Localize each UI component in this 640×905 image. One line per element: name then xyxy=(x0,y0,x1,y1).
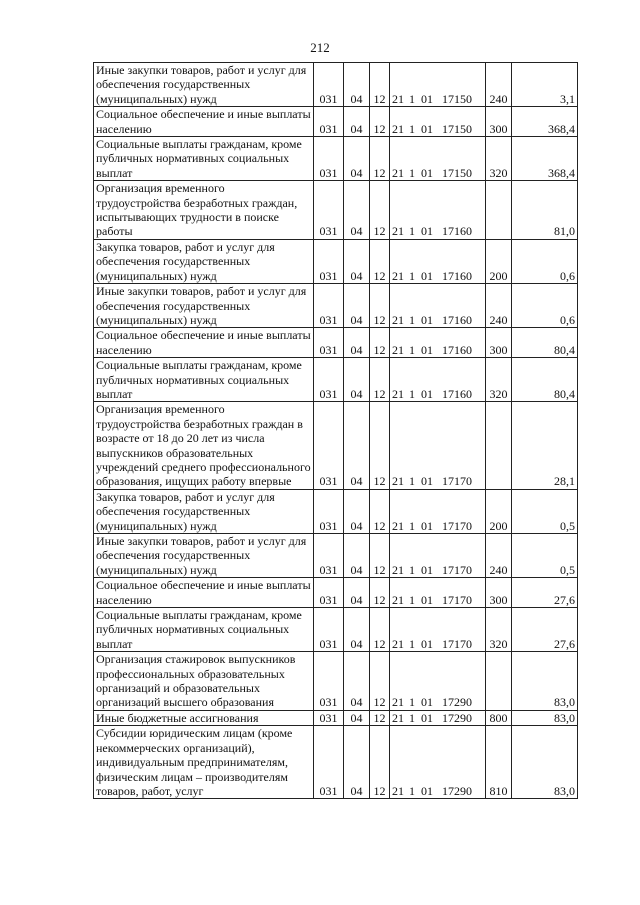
target-article-code xyxy=(390,239,486,283)
main-event-code: 01 xyxy=(421,592,433,607)
ministry-code: 031 xyxy=(314,358,344,402)
section-code: 04 xyxy=(344,534,370,578)
table-row xyxy=(94,578,578,608)
section-code: 04 xyxy=(344,578,370,608)
subsection-code: 12 xyxy=(370,652,390,711)
subprogram-code: 1 xyxy=(409,342,415,357)
table-row xyxy=(94,358,578,402)
subsection-code: 12 xyxy=(370,358,390,402)
section-code: 04 xyxy=(344,726,370,799)
table-row xyxy=(94,137,578,181)
expense-type-code: 240 xyxy=(486,63,512,107)
amount-value: 83,0 xyxy=(512,710,578,725)
row-description: Закупка товаров, работ и услуг для обеспечения государственных (муниципальных) нужд xyxy=(94,239,314,283)
amount-value: 80,4 xyxy=(512,328,578,358)
expense-type-code xyxy=(486,652,512,711)
amount-value: 83,0 xyxy=(512,652,578,711)
section-code: 04 xyxy=(344,107,370,137)
table-row xyxy=(94,181,578,240)
table-row xyxy=(94,239,578,283)
subprogram-code: 1 xyxy=(409,562,415,577)
subsection-code: 12 xyxy=(370,107,390,137)
main-event-code: 01 xyxy=(421,91,433,106)
target-article-code xyxy=(390,402,486,489)
target-article-code xyxy=(390,534,486,578)
program-code: 21 xyxy=(392,474,404,489)
program-code: 21 xyxy=(392,710,404,725)
direction-code: 17160 xyxy=(442,268,472,283)
main-event-code: 01 xyxy=(421,518,433,533)
section-code: 04 xyxy=(344,181,370,240)
amount-value: 0,5 xyxy=(512,489,578,533)
ministry-code: 031 xyxy=(314,402,344,489)
subsection-code: 12 xyxy=(370,534,390,578)
target-article-code xyxy=(390,328,486,358)
section-code: 04 xyxy=(344,239,370,283)
program-code: 21 xyxy=(392,224,404,239)
program-code: 21 xyxy=(392,91,404,106)
row-description: Социальное обеспечение и иные выплаты населению xyxy=(94,328,314,358)
target-article-code xyxy=(390,608,486,652)
program-code: 21 xyxy=(392,695,404,710)
main-event-code: 01 xyxy=(421,474,433,489)
direction-code: 17160 xyxy=(442,342,472,357)
expense-type-code: 240 xyxy=(486,534,512,578)
ministry-code: 031 xyxy=(314,137,344,181)
subprogram-code: 1 xyxy=(409,695,415,710)
main-event-code: 01 xyxy=(421,695,433,710)
ministry-code: 031 xyxy=(314,489,344,533)
row-description: Иные закупки товаров, работ и услуг для обеспечения государственных (муниципальных) нужд xyxy=(94,534,314,578)
amount-value: 83,0 xyxy=(512,726,578,799)
section-code: 04 xyxy=(344,328,370,358)
budget-table xyxy=(93,62,578,799)
subsection-code: 12 xyxy=(370,608,390,652)
expense-type-code: 240 xyxy=(486,284,512,328)
target-article-code xyxy=(390,578,486,608)
target-article-code xyxy=(390,726,486,799)
target-article-code xyxy=(390,284,486,328)
subsection-code: 12 xyxy=(370,63,390,107)
amount-value: 80,4 xyxy=(512,358,578,402)
subsection-code: 12 xyxy=(370,402,390,489)
table-row xyxy=(94,328,578,358)
amount-value: 368,4 xyxy=(512,107,578,137)
subprogram-code: 1 xyxy=(409,636,415,651)
expense-type-code: 320 xyxy=(486,358,512,402)
direction-code: 17150 xyxy=(442,121,472,136)
direction-code: 17160 xyxy=(442,224,472,239)
table-body xyxy=(94,63,578,799)
main-event-code: 01 xyxy=(421,165,433,180)
row-description: Организация стажировок выпускников профессиональных образовательных организаций и образовательных организаций высшего образования xyxy=(94,652,314,711)
table-row xyxy=(94,534,578,578)
row-description: Иные закупки товаров, работ и услуг для обеспечения государственных (муниципальных) нужд xyxy=(94,284,314,328)
ministry-code: 031 xyxy=(314,239,344,283)
program-code: 21 xyxy=(392,386,404,401)
amount-value: 28,1 xyxy=(512,402,578,489)
table-row xyxy=(94,402,578,489)
section-code: 04 xyxy=(344,358,370,402)
main-event-code: 01 xyxy=(421,386,433,401)
main-event-code: 01 xyxy=(421,224,433,239)
program-code: 21 xyxy=(392,312,404,327)
direction-code: 17150 xyxy=(442,91,472,106)
subsection-code: 12 xyxy=(370,239,390,283)
row-description: Закупка товаров, работ и услуг для обеспечения государственных (муниципальных) нужд xyxy=(94,489,314,533)
amount-value: 3,1 xyxy=(512,63,578,107)
subprogram-code: 1 xyxy=(409,474,415,489)
table-row xyxy=(94,652,578,711)
direction-code: 17290 xyxy=(442,783,472,798)
target-article-code xyxy=(390,652,486,711)
subprogram-code: 1 xyxy=(409,518,415,533)
expense-type-code: 200 xyxy=(486,239,512,283)
program-code: 21 xyxy=(392,268,404,283)
amount-value: 368,4 xyxy=(512,137,578,181)
row-description: Иные бюджетные ассигнования xyxy=(94,710,314,725)
program-code: 21 xyxy=(392,783,404,798)
ministry-code: 031 xyxy=(314,578,344,608)
subprogram-code: 1 xyxy=(409,710,415,725)
target-article-code xyxy=(390,358,486,402)
subprogram-code: 1 xyxy=(409,165,415,180)
row-description: Организация временного трудоустройства безработных граждан, испытывающих трудности в поиске работы xyxy=(94,181,314,240)
main-event-code: 01 xyxy=(421,562,433,577)
subsection-code: 12 xyxy=(370,328,390,358)
subsection-code: 12 xyxy=(370,137,390,181)
subprogram-code: 1 xyxy=(409,386,415,401)
direction-code: 17290 xyxy=(442,695,472,710)
main-event-code: 01 xyxy=(421,636,433,651)
target-article-code xyxy=(390,63,486,107)
target-article-code xyxy=(390,181,486,240)
target-article-code xyxy=(390,489,486,533)
program-code: 21 xyxy=(392,636,404,651)
ministry-code: 031 xyxy=(314,63,344,107)
ministry-code: 031 xyxy=(314,710,344,725)
ministry-code: 031 xyxy=(314,534,344,578)
target-article-code xyxy=(390,107,486,137)
subprogram-code: 1 xyxy=(409,312,415,327)
section-code: 04 xyxy=(344,63,370,107)
subprogram-code: 1 xyxy=(409,268,415,283)
subprogram-code: 1 xyxy=(409,121,415,136)
section-code: 04 xyxy=(344,137,370,181)
expense-type-code: 200 xyxy=(486,489,512,533)
main-event-code: 01 xyxy=(421,783,433,798)
expense-type-code: 300 xyxy=(486,107,512,137)
amount-value: 81,0 xyxy=(512,181,578,240)
target-article-code xyxy=(390,710,486,725)
subprogram-code: 1 xyxy=(409,91,415,106)
section-code: 04 xyxy=(344,284,370,328)
direction-code: 17160 xyxy=(442,312,472,327)
program-code: 21 xyxy=(392,342,404,357)
program-code: 21 xyxy=(392,592,404,607)
direction-code: 17160 xyxy=(442,386,472,401)
direction-code: 17170 xyxy=(442,636,472,651)
section-code: 04 xyxy=(344,608,370,652)
subsection-code: 12 xyxy=(370,726,390,799)
amount-value: 27,6 xyxy=(512,608,578,652)
subprogram-code: 1 xyxy=(409,224,415,239)
direction-code: 17170 xyxy=(442,592,472,607)
row-description: Иные закупки товаров, работ и услуг для обеспечения государственных (муниципальных) нужд xyxy=(94,63,314,107)
expense-type-code: 800 xyxy=(486,710,512,725)
table-row xyxy=(94,726,578,799)
amount-value: 0,6 xyxy=(512,239,578,283)
program-code: 21 xyxy=(392,518,404,533)
subsection-code: 12 xyxy=(370,578,390,608)
subsection-code: 12 xyxy=(370,284,390,328)
expense-type-code: 300 xyxy=(486,578,512,608)
program-code: 21 xyxy=(392,121,404,136)
subprogram-code: 1 xyxy=(409,592,415,607)
subsection-code: 12 xyxy=(370,710,390,725)
ministry-code: 031 xyxy=(314,107,344,137)
row-description: Организация временного трудоустройства безработных граждан в возрасте от 18 до 20 лет из числа выпускников образовательных учреждений среднего профессионального образования, ищущих работу впервые xyxy=(94,402,314,489)
table-row xyxy=(94,63,578,107)
direction-code: 17170 xyxy=(442,474,472,489)
expense-type-code: 320 xyxy=(486,608,512,652)
amount-value: 0,6 xyxy=(512,284,578,328)
page-number: 212 xyxy=(310,40,330,55)
main-event-code: 01 xyxy=(421,268,433,283)
ministry-code: 031 xyxy=(314,608,344,652)
section-code: 04 xyxy=(344,710,370,725)
row-description: Социальное обеспечение и иные выплаты населению xyxy=(94,578,314,608)
table-row xyxy=(94,489,578,533)
program-code: 21 xyxy=(392,165,404,180)
section-code: 04 xyxy=(344,402,370,489)
section-code: 04 xyxy=(344,652,370,711)
amount-value: 0,5 xyxy=(512,534,578,578)
direction-code: 17150 xyxy=(442,165,472,180)
main-event-code: 01 xyxy=(421,710,433,725)
subsection-code: 12 xyxy=(370,489,390,533)
ministry-code: 031 xyxy=(314,652,344,711)
ministry-code: 031 xyxy=(314,726,344,799)
row-description: Субсидии юридическим лицам (кроме некоммерческих организаций), индивидуальным предпринимателям, физическим лицам – производителям товаров, работ, услуг xyxy=(94,726,314,799)
row-description: Социальные выплаты гражданам, кроме публичных нормативных социальных выплат xyxy=(94,358,314,402)
row-description: Социальные выплаты гражданам, кроме публичных нормативных социальных выплат xyxy=(94,608,314,652)
main-event-code: 01 xyxy=(421,342,433,357)
direction-code: 17170 xyxy=(442,518,472,533)
ministry-code: 031 xyxy=(314,181,344,240)
program-code: 21 xyxy=(392,562,404,577)
ministry-code: 031 xyxy=(314,328,344,358)
table-row xyxy=(94,608,578,652)
direction-code: 17170 xyxy=(442,562,472,577)
target-article-code xyxy=(390,137,486,181)
expense-type-code: 320 xyxy=(486,137,512,181)
direction-code: 17290 xyxy=(442,710,472,725)
amount-value: 27,6 xyxy=(512,578,578,608)
main-event-code: 01 xyxy=(421,121,433,136)
ministry-code: 031 xyxy=(314,284,344,328)
subsection-code: 12 xyxy=(370,181,390,240)
expense-type-code xyxy=(486,181,512,240)
row-description: Социальное обеспечение и иные выплаты населению xyxy=(94,107,314,137)
row-description: Социальные выплаты гражданам, кроме публичных нормативных социальных выплат xyxy=(94,137,314,181)
table-row xyxy=(94,710,578,725)
subprogram-code: 1 xyxy=(409,783,415,798)
expense-type-code: 810 xyxy=(486,726,512,799)
expense-type-code: 300 xyxy=(486,328,512,358)
expense-type-code xyxy=(486,402,512,489)
section-code: 04 xyxy=(344,489,370,533)
table-row xyxy=(94,284,578,328)
main-event-code: 01 xyxy=(421,312,433,327)
table-row xyxy=(94,107,578,137)
